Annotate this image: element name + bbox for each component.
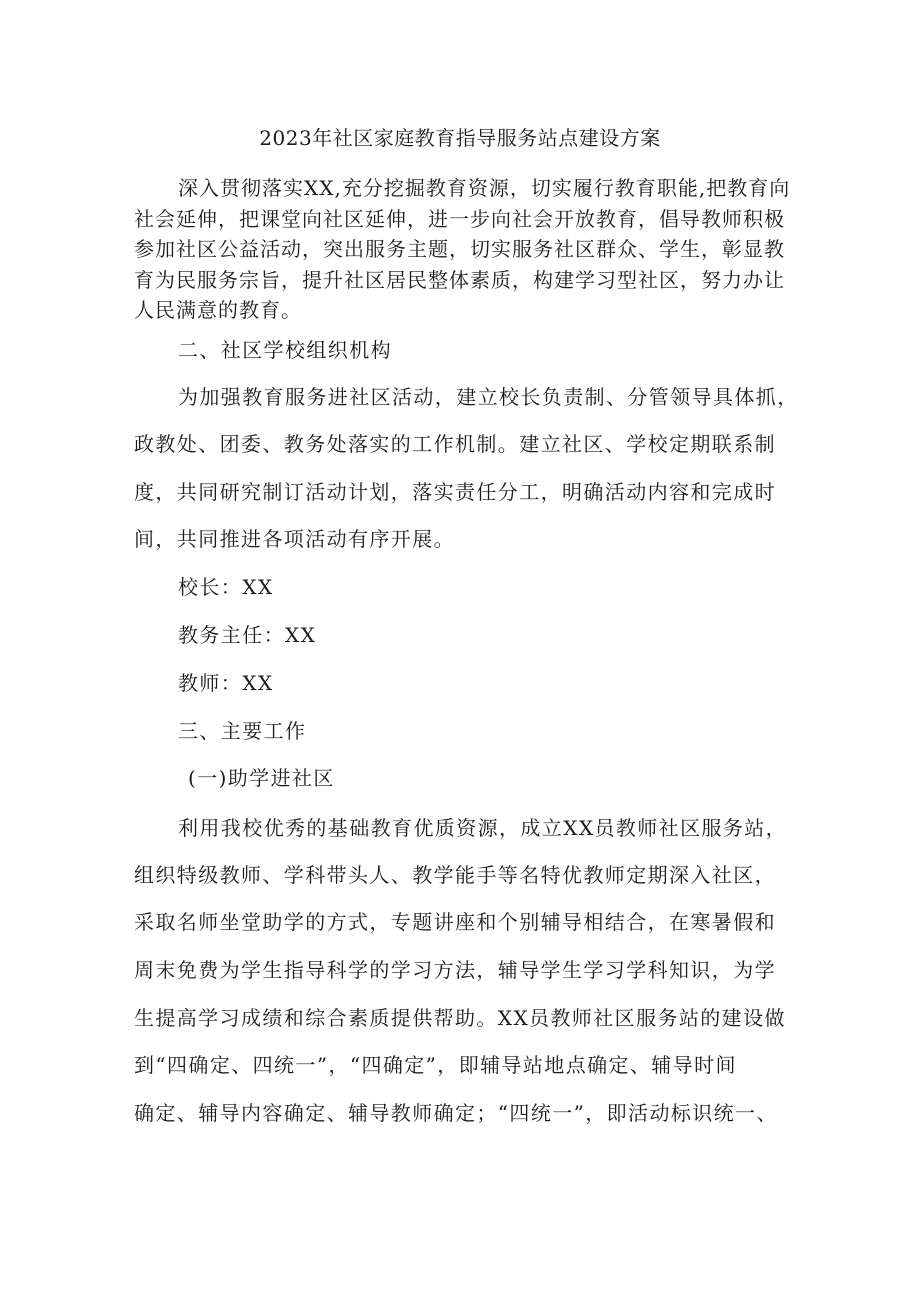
study-aid-paragraph-line: 周末免费为学生指导科学的学习方法，辅导学生学习学科知识，为学	[134, 958, 776, 982]
staff-teacher: 教师：XX	[178, 671, 274, 695]
organization-paragraph-line: 为加强教育服务进社区活动，建立校长负责制、分管领导具体抓，	[178, 385, 799, 409]
organization-paragraph-line: 间，共同推进各项活动有序开展。	[134, 527, 455, 551]
study-aid-paragraph-line: 生提高学习成绩和综合素质提供帮助。XX员教师社区服务站的建设做	[134, 1006, 786, 1030]
staff-academic-director: 教务主任：XX	[178, 623, 317, 647]
study-aid-paragraph-line: 到“四确定、四统一”，“四确定”，即辅导站地点确定、辅导时间	[134, 1053, 737, 1077]
section-heading-organization: 二、社区学校组织机构	[178, 338, 392, 362]
study-aid-paragraph-line: 利用我校优秀的基础教育优质资源，成立XX员教师社区服务站，	[178, 816, 788, 840]
organization-paragraph-line: 度，共同研究制订活动计划，落实责任分工，明确活动内容和完成时	[134, 480, 776, 504]
document-title: 2023年社区家庭教育指导服务站点建设方案	[259, 126, 661, 150]
intro-paragraph: 深入贯彻落实XX,充分挖掘教育资源，切实履行教育职能,把教育向社会延伸，把课堂向社区延伸，进一步向社会开放教育，倡导教师积极参加社区公益活动，突出服务主题，切实服务社区群众、学生，彰显教育为民服务宗旨，提升社区居民整体素质，构建学习型社区，努力办让人民满意的教育。	[134, 176, 791, 322]
study-aid-paragraph-line: 组织特级教师、学科带头人、教学能手等名特优教师定期深入社区，	[134, 863, 776, 887]
study-aid-paragraph-line: 确定、辅导内容确定、辅导教师确定；“四统一”，即活动标识统一、	[134, 1101, 778, 1125]
subsection-heading-study-aid: (一)助学进社区	[188, 766, 335, 790]
organization-paragraph-line: 政教处、团委、教务处落实的工作机制。建立社区、学校定期联系制	[134, 432, 776, 456]
study-aid-paragraph-line: 采取名师坐堂助学的方式，专题讲座和个别辅导相结合，在寒暑假和	[134, 910, 776, 934]
staff-principal: 校长：XX	[178, 575, 274, 599]
section-heading-main-work: 三、主要工作	[178, 719, 307, 743]
